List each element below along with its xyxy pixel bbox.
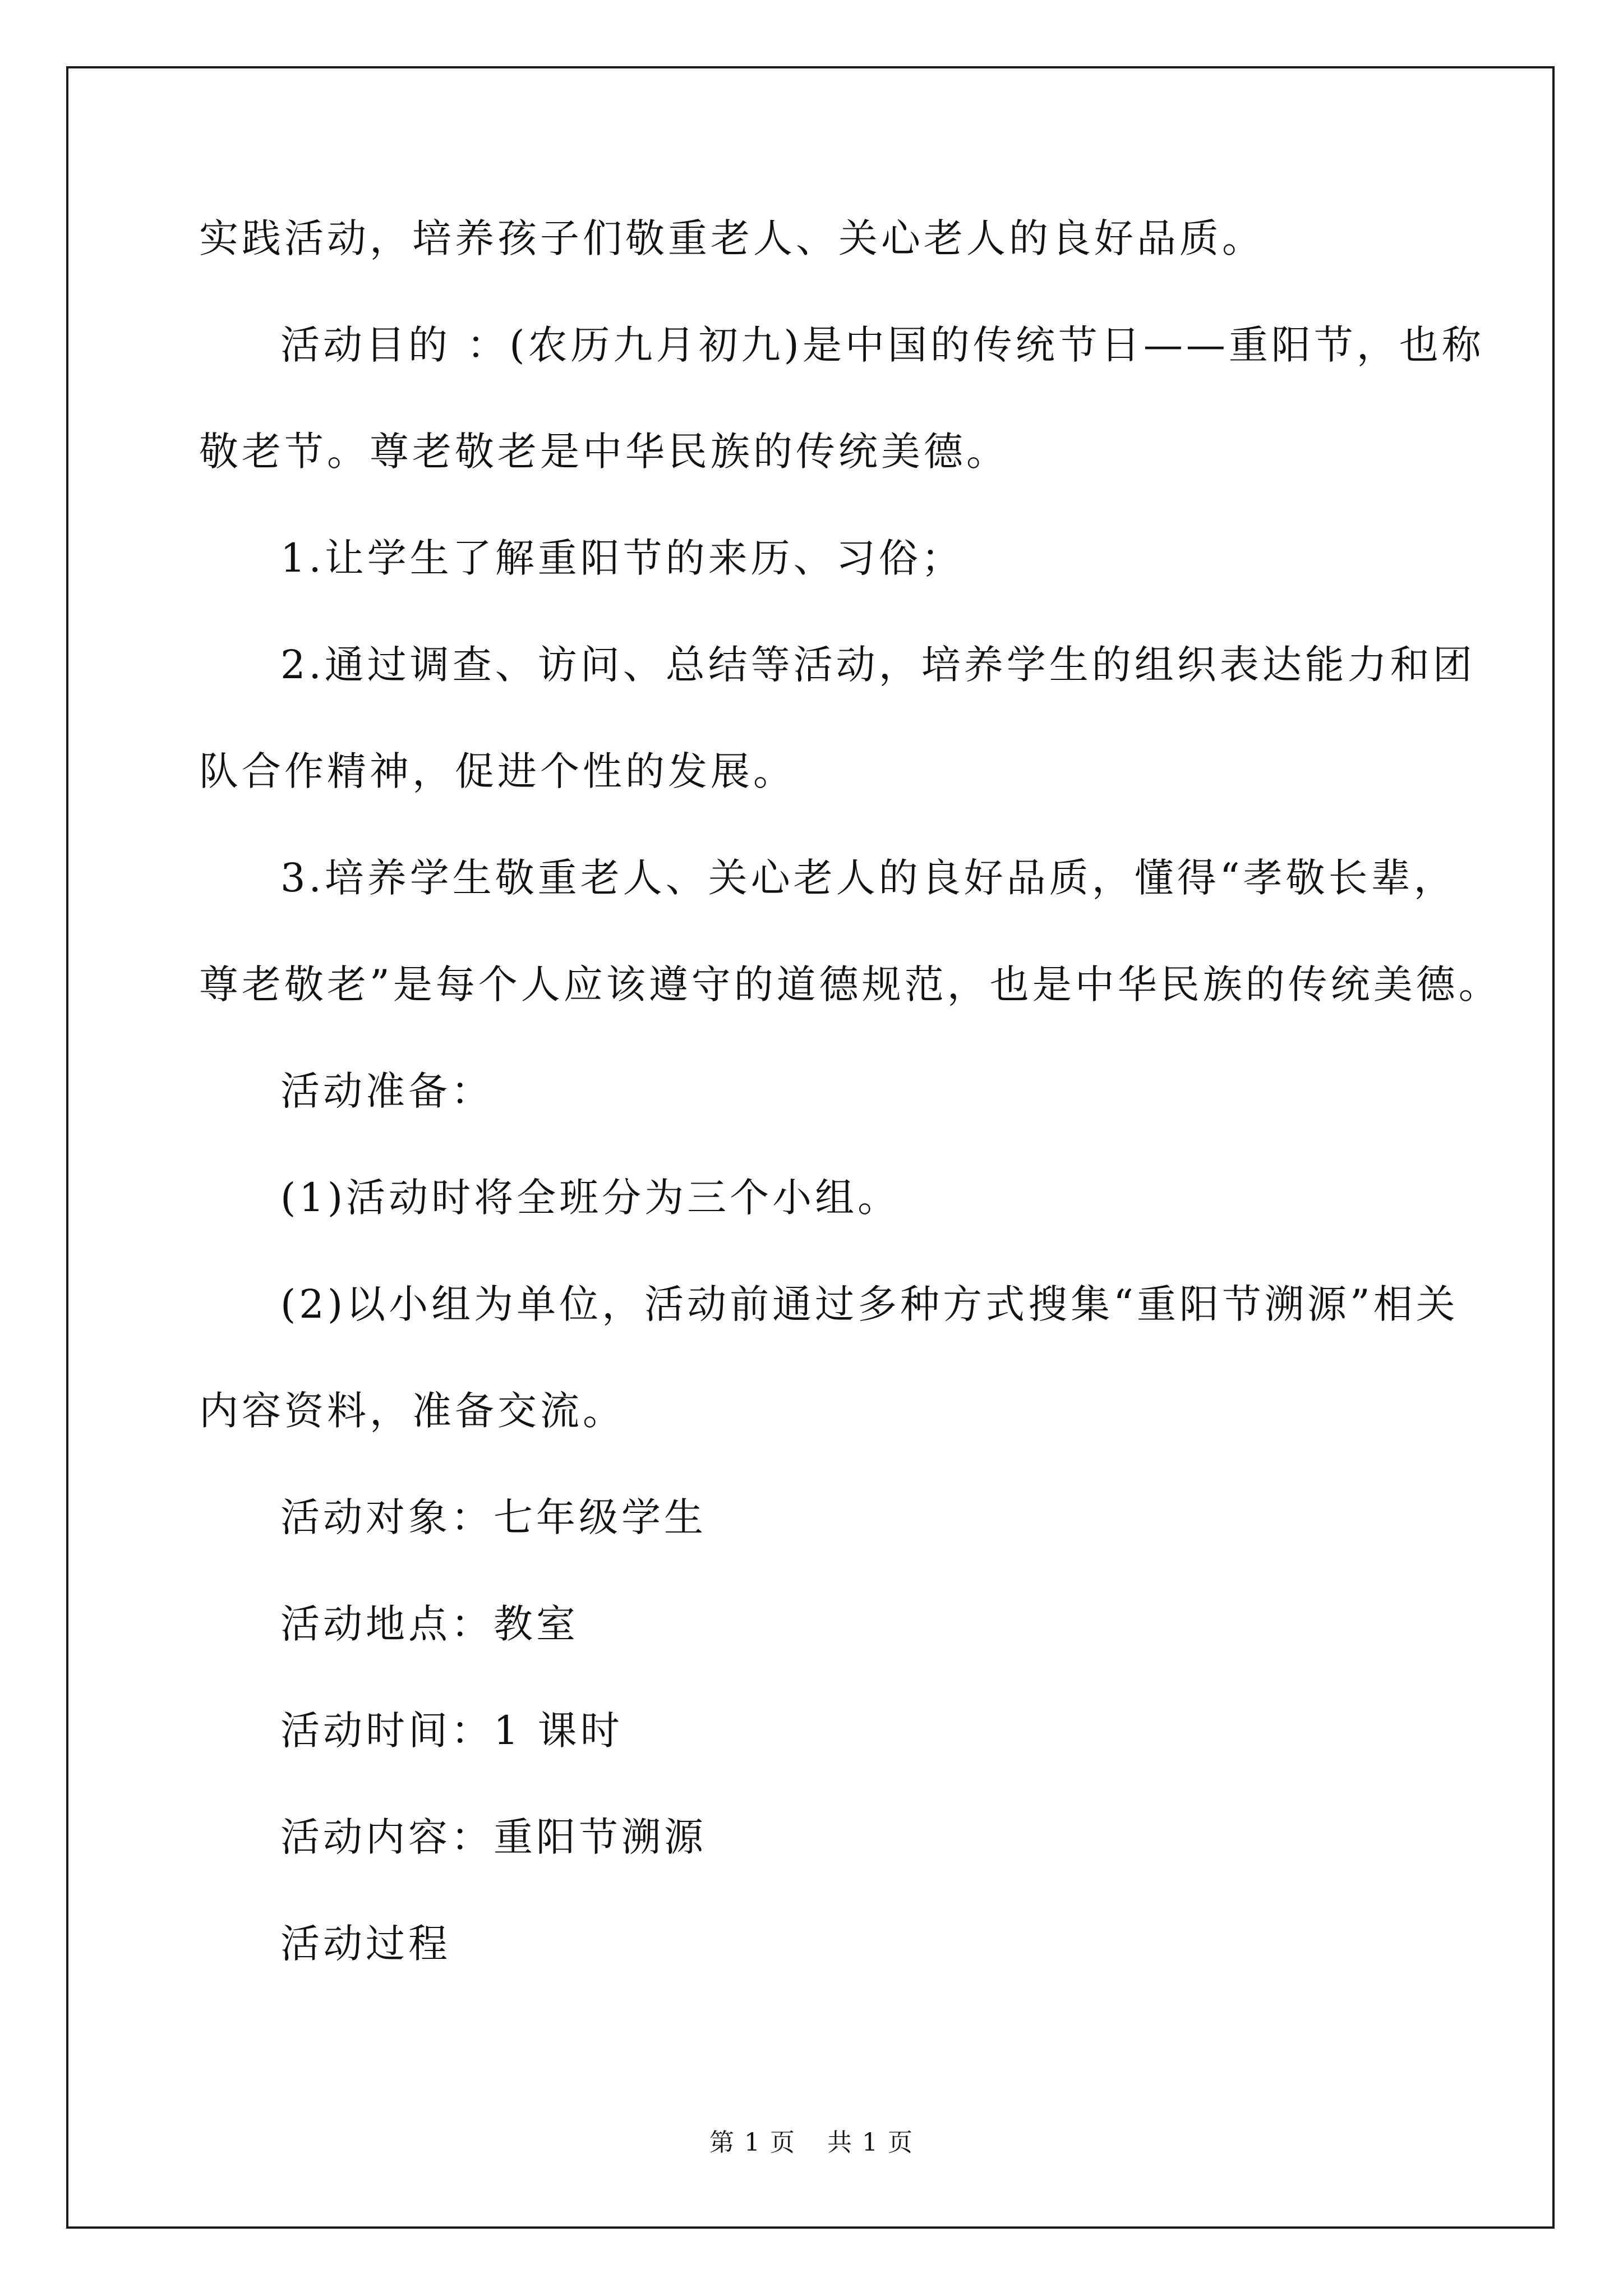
info-line-location: 活动地点：教室 — [280, 1601, 579, 1647]
section-heading: 活动准备： — [280, 1068, 494, 1114]
paragraph-line: 3.培养学生敬重老人、关心老人的良好品质，懂得“孝敬长辈， — [280, 855, 1456, 901]
section-heading: 活动过程 — [280, 1921, 451, 1967]
paragraph-line: 内容资料，准备交流。 — [199, 1388, 625, 1434]
paragraph-line: 2.通过调查、访问、总结等活动，培养学生的组织表达能力和团 — [280, 642, 1476, 688]
paragraph-line: 敬老节。尊老敬老是中华民族的传统美德。 — [199, 429, 1009, 475]
paragraph-line: 1.让学生了解重阳节的来历、习俗； — [280, 535, 964, 581]
paragraph-line: 尊老敬老”是每个人应该遵守的道德规范，也是中华民族的传统美德。 — [199, 961, 1501, 1007]
info-line-time: 活动时间：1 课时 — [280, 1708, 623, 1754]
info-line-target: 活动对象：七年级学生 — [280, 1494, 707, 1540]
page-frame — [66, 66, 1555, 2229]
paragraph-line: (2)以小组为单位，活动前通过多种方式搜集“重阳节溯源”相关 — [280, 1281, 1459, 1327]
paragraph-line: 队合作精神，促进个性的发展。 — [199, 748, 796, 794]
paragraph-line: 实践活动，培养孩子们敬重老人、关心老人的良好品质。 — [199, 215, 1265, 261]
page-total: 共 1 页 — [827, 2128, 914, 2157]
page-footer — [0, 2126, 1623, 2160]
paragraph-line: 活动目的 ：(农历九月初九)是中国的传统节日——重阳节，也称 — [280, 322, 1484, 368]
info-line-content: 活动内容：重阳节溯源 — [280, 1814, 707, 1860]
paragraph-line: (1)活动时将全班分为三个小组。 — [280, 1175, 901, 1221]
page-number: 第 1 页 — [709, 2128, 796, 2157]
